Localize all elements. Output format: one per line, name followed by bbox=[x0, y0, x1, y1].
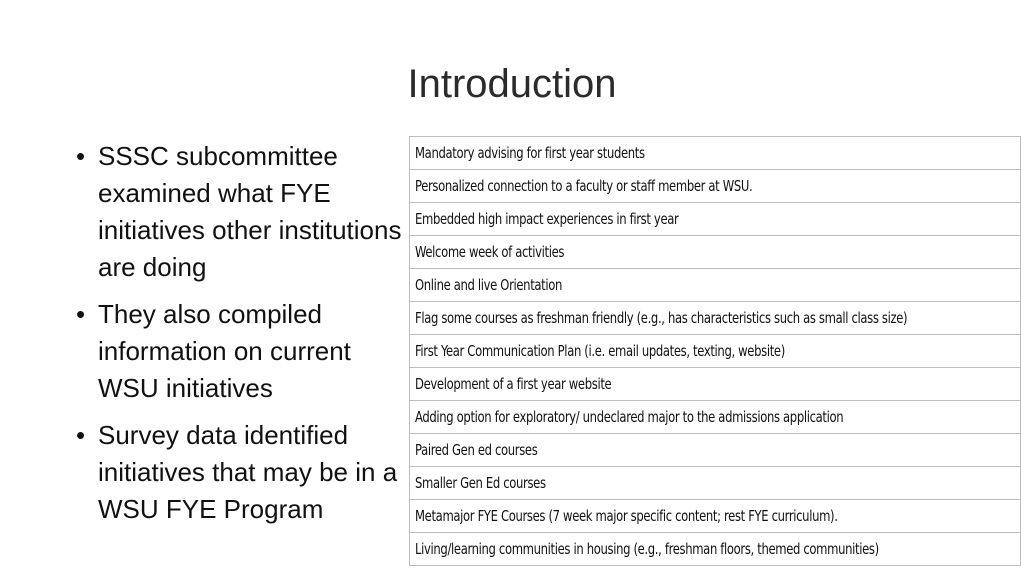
table-row bbox=[410, 434, 1021, 467]
bullet-dot-icon: • bbox=[76, 299, 86, 329]
table-row bbox=[410, 401, 1021, 434]
table-cell bbox=[410, 269, 1021, 302]
table-row bbox=[410, 302, 1021, 335]
table-cell-text: Online and live Orientation bbox=[415, 276, 563, 294]
table-row bbox=[410, 170, 1021, 203]
table-cell bbox=[410, 335, 1021, 368]
bullet-dot-icon: • bbox=[76, 141, 86, 171]
bullet-item bbox=[74, 417, 414, 528]
table-cell-text: Flag some courses as freshman friendly (e.g., has characteristics such as small class size) bbox=[415, 309, 908, 327]
table-cell bbox=[410, 401, 1021, 434]
table-row bbox=[410, 368, 1021, 401]
table-row bbox=[410, 269, 1021, 302]
table-cell bbox=[410, 236, 1021, 269]
table-row bbox=[410, 236, 1021, 269]
bullet-text: SSSC subcommittee examined what FYE initiatives other institutions are doing bbox=[98, 141, 402, 282]
table-cell-text: Metamajor FYE Courses (7 week major specific content; rest FYE curriculum). bbox=[415, 507, 838, 525]
table-cell bbox=[410, 170, 1021, 203]
table-cell-text: Adding option for exploratory/ undeclared major to the admissions application bbox=[415, 408, 844, 426]
table-cell bbox=[410, 533, 1021, 566]
table-cell bbox=[410, 302, 1021, 335]
bullet-text: Survey data identified initiatives that may be in a WSU FYE Program bbox=[98, 420, 398, 524]
bullet-item bbox=[74, 296, 414, 407]
table-cell-text: First Year Communication Plan (i.e. email updates, texting, website) bbox=[415, 342, 785, 360]
table-row bbox=[410, 467, 1021, 500]
initiatives-table bbox=[409, 136, 1021, 566]
table-row bbox=[410, 533, 1021, 566]
table-cell bbox=[410, 137, 1021, 170]
table-cell-text: Smaller Gen Ed courses bbox=[415, 474, 546, 492]
bullet-text: They also compiled information on current WSU initiatives bbox=[98, 299, 351, 403]
slide-title: Introduction bbox=[407, 62, 617, 106]
table-cell-text: Living/learning communities in housing (e.g., freshman floors, themed communities) bbox=[415, 540, 879, 558]
table-cell bbox=[410, 368, 1021, 401]
table-row bbox=[410, 500, 1021, 533]
table-cell-text: Embedded high impact experiences in first year bbox=[415, 210, 679, 228]
table-cell-text: Welcome week of activities bbox=[415, 243, 565, 261]
table-row bbox=[410, 203, 1021, 236]
table-cell bbox=[410, 467, 1021, 500]
table-row bbox=[410, 137, 1021, 170]
bullet-dot-icon: • bbox=[76, 420, 86, 450]
table-cell bbox=[410, 203, 1021, 236]
table-row bbox=[410, 335, 1021, 368]
table-cell-text: Paired Gen ed courses bbox=[415, 441, 538, 459]
bullet-list bbox=[74, 138, 414, 538]
table-cell bbox=[410, 500, 1021, 533]
bullet-item bbox=[74, 138, 414, 286]
table-cell-text: Development of a first year website bbox=[415, 375, 612, 393]
table-cell-text: Mandatory advising for first year students bbox=[415, 144, 645, 162]
table-cell-text: Personalized connection to a faculty or staff member at WSU. bbox=[415, 177, 753, 195]
table-cell bbox=[410, 434, 1021, 467]
